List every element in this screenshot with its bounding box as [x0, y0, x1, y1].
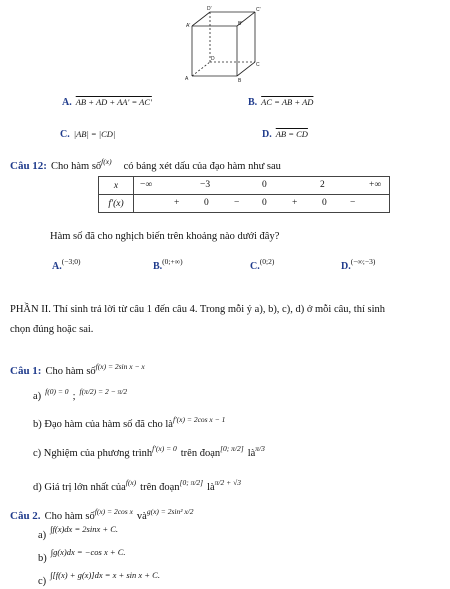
cube-vertex-label: A — [185, 76, 189, 82]
sign-table — [98, 176, 390, 213]
q12-question: Hàm số đã cho nghịch biến trên khoảng nào dưới đây? — [50, 231, 280, 242]
q12-option-d — [341, 256, 375, 274]
option-label: C. — [60, 129, 70, 140]
cube-vertex-label: C' — [256, 7, 261, 13]
item-math: f′(x) = 2cos x − 1 — [172, 415, 226, 424]
option-label: B. — [248, 97, 258, 108]
cube-vertex-label: B — [238, 78, 242, 84]
q11-option-c — [60, 124, 115, 142]
q11-option-d — [262, 124, 308, 142]
item-separator: ; — [72, 391, 76, 402]
question-label: Câu 12: — [10, 160, 47, 172]
sign-value: + — [174, 198, 180, 208]
option-label: B. — [153, 261, 163, 272]
cube-vertex-label: B' — [238, 21, 243, 27]
item-label: c) — [38, 576, 47, 587]
cube-vertex-label: D — [211, 56, 215, 62]
option-formula: AC = AB + AD — [261, 97, 314, 107]
option-value: (0;+∞) — [162, 257, 183, 266]
q12-option-a — [52, 256, 81, 274]
question-text: Cho hàm số — [44, 511, 95, 522]
question-text: có bảng xét dấu của đạo hàm như sau — [123, 161, 281, 172]
item-text: d) Giá trị lớn nhất của — [33, 482, 126, 493]
item-math: f(x) — [125, 478, 137, 487]
option-label: A. — [52, 261, 62, 272]
option-formula: AB = CD — [275, 129, 308, 139]
option-value: (0;2) — [259, 257, 275, 266]
cube-vertex-label: D' — [207, 6, 212, 12]
x-value: −3 — [200, 180, 211, 190]
q12-stem — [10, 156, 281, 174]
sign-value: 0 — [204, 198, 209, 208]
sign-value: − — [234, 198, 240, 208]
q1-item-a — [33, 386, 127, 404]
item-label: b) — [38, 553, 47, 564]
item-math: ∫f(x)dx = 2sinx + C. — [50, 524, 119, 534]
option-formula: |AB| = |CD| — [73, 129, 116, 139]
item-text: b) Đạo hàm của hàm số đã cho là — [33, 419, 173, 430]
q11-option-b — [248, 92, 313, 110]
option-label: C. — [250, 261, 260, 272]
cube-vertex-label: C — [256, 62, 260, 68]
q1-item-c — [33, 443, 265, 461]
table-header-x: x — [99, 177, 134, 195]
item-math: [0; π/2] — [220, 444, 244, 453]
item-label: a) — [33, 391, 42, 402]
sign-value: 0 — [322, 198, 327, 208]
question-label: Câu 1: — [10, 365, 42, 377]
item-math: π/3 — [255, 444, 265, 453]
item-text: trên đoạn — [140, 482, 180, 493]
item-math: π/2 + √3 — [214, 478, 241, 487]
item-math: f(π/2) = 2 − π/2 — [79, 387, 128, 396]
option-formula: AB + AD + AA' = AC' — [75, 97, 152, 107]
item-text: là — [247, 448, 256, 459]
question-math: g(x) = 2sin² x/2 — [146, 507, 194, 516]
cube-figure — [180, 4, 260, 84]
question-math: f(x) — [101, 157, 112, 166]
option-label: D. — [262, 129, 272, 140]
q2-item-a — [38, 525, 118, 543]
item-math: ∫g(x)dx = −cos x + C. — [50, 547, 126, 557]
q1-item-d — [33, 477, 241, 495]
table-x-row — [134, 177, 390, 195]
item-math: f′(x) = 0 — [152, 444, 177, 453]
x-value: −∞ — [140, 180, 153, 190]
option-value: (−∞;−3) — [350, 257, 376, 266]
table-header-derivative: f′(x) — [99, 195, 134, 213]
x-value: 2 — [320, 180, 325, 190]
sign-value: − — [350, 198, 356, 208]
option-label: A. — [62, 97, 72, 108]
q12-option-b — [153, 256, 183, 274]
q2-item-b — [38, 548, 126, 566]
cube-vertex-label: A' — [186, 23, 191, 29]
sign-value: 0 — [262, 198, 267, 208]
item-text: c) Nghiệm của phương trình — [33, 448, 153, 459]
item-text: trên đoạn — [180, 448, 221, 459]
option-value: (−3;0) — [61, 257, 81, 266]
part2-instructions-line1: PHẦN II. Thí sinh trả lời từ câu 1 đến câu 4. Trong mỗi ý a), b), c), d) ở mỗi câu, thí sinh — [10, 304, 386, 315]
question-label: Câu 2. — [10, 510, 41, 522]
item-math: ∫[f(x) + g(x)]dx = x + sin x + C. — [50, 570, 160, 580]
x-value: 0 — [262, 180, 267, 190]
q12-option-c — [250, 256, 274, 274]
option-label: D. — [341, 261, 351, 272]
part2-instructions-line2: chọn đúng hoặc sai. — [10, 324, 94, 335]
question-text: Cho hàm số — [50, 161, 102, 172]
q11-option-a — [62, 92, 152, 110]
sign-value: + — [292, 198, 298, 208]
item-math: [0; π/2] — [179, 478, 204, 487]
q2-stem — [10, 506, 194, 524]
item-label: a) — [38, 530, 47, 541]
q1-stem — [10, 361, 145, 379]
x-value: +∞ — [369, 180, 382, 190]
q2-item-c — [38, 571, 160, 589]
question-text: Cho hàm số — [45, 366, 96, 377]
item-math: f(0) = 0 — [45, 387, 69, 396]
question-math: f(x) = 2cos x — [94, 507, 133, 516]
item-text: là — [207, 482, 215, 493]
q1-item-b — [33, 414, 225, 432]
table-sign-row — [134, 195, 390, 213]
question-text: và — [136, 511, 147, 522]
question-math: f(x) = 2sin x − x — [95, 362, 145, 371]
